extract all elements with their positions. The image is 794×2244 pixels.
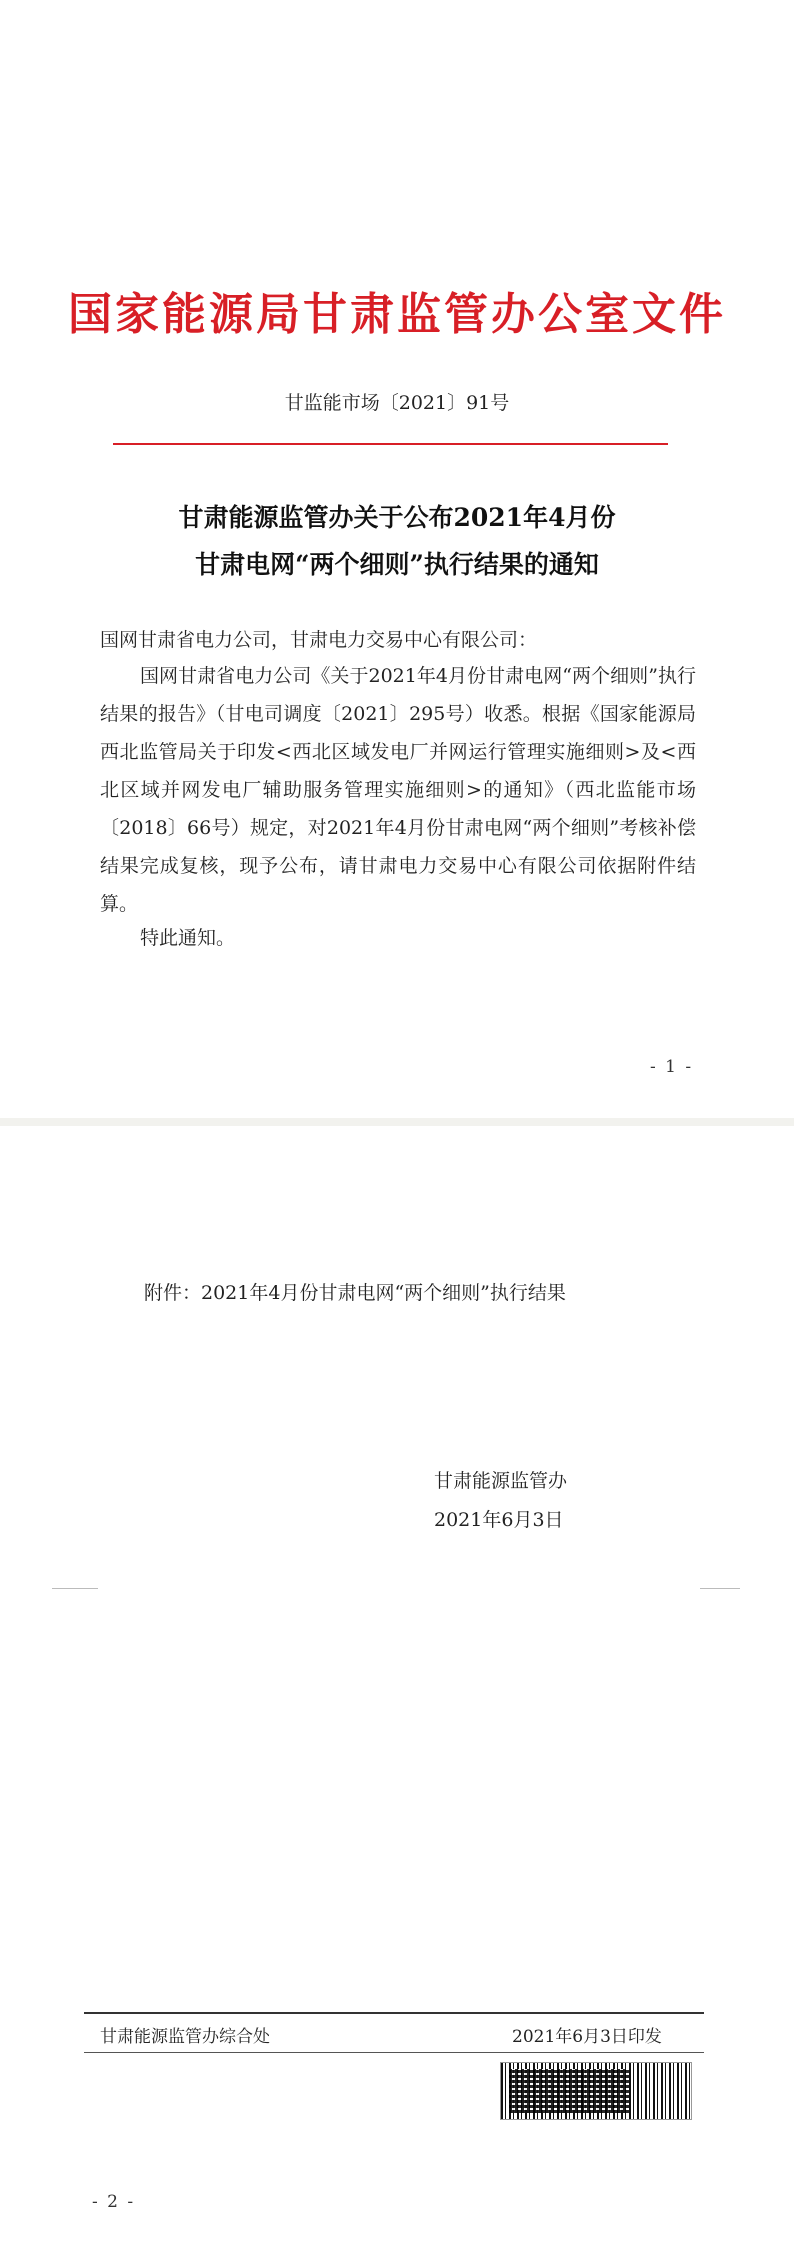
notice-body: 国网甘肃省电力公司《关于2021年4月份甘肃电网“两个细则”执行结果的报告》（甘电司调度〔2021〕295号）收悉。根据《国家能源局西北监管局关于印发<西北区域发电厂并网运行管理实施细则>及<西北区域并网发电厂辅助服务管理实施细则>的通知》（西北监能市场〔2018〕66号）规定，对2021年4月份甘肃电网“两个细则”考核补偿结果完成复核，现予公布，请甘肃电力交易中心有限公司依据附件结算。 — [100, 665, 696, 915]
signing-date: 2021年6月3日 — [434, 1509, 564, 1531]
footer-rule-bottom — [84, 2052, 704, 2053]
scan-mark-right — [700, 1588, 740, 1589]
red-divider — [113, 443, 668, 445]
page-1 — [0, 0, 794, 1118]
closing-remark: 特此通知。 — [140, 927, 236, 949]
document-number: 甘监能市场〔2021〕91号 — [284, 392, 510, 414]
footer-print-date: 2021年6月3日印发 — [512, 2027, 662, 2047]
barcode-image — [500, 2062, 692, 2120]
document-header-title: 国家能源局甘肃监管办公室文件 — [68, 289, 726, 340]
barcode-pattern — [509, 2069, 629, 2113]
notice-title-line-2: 甘肃电网“两个细则”执行结果的通知 — [195, 550, 599, 579]
addressee: 国网甘肃省电力公司，甘肃电力交易中心有限公司： — [100, 629, 538, 651]
scan-mark-left — [52, 1588, 98, 1589]
footer-issuing-department: 甘肃能源监管办综合处 — [100, 2027, 270, 2047]
issuing-office: 甘肃能源监管办 — [434, 1470, 568, 1492]
footer-rule-top — [84, 2012, 704, 2014]
page-separator — [0, 1118, 794, 1126]
notice-title-line-1: 甘肃能源监管办关于公布2021年4月份 — [178, 503, 616, 532]
page-number-1: - 1 - — [650, 1057, 694, 1077]
attachment-line: 附件：2021年4月份甘肃电网“两个细则”执行结果 — [144, 1282, 566, 1304]
page-number-2: - 2 - — [92, 2192, 136, 2212]
